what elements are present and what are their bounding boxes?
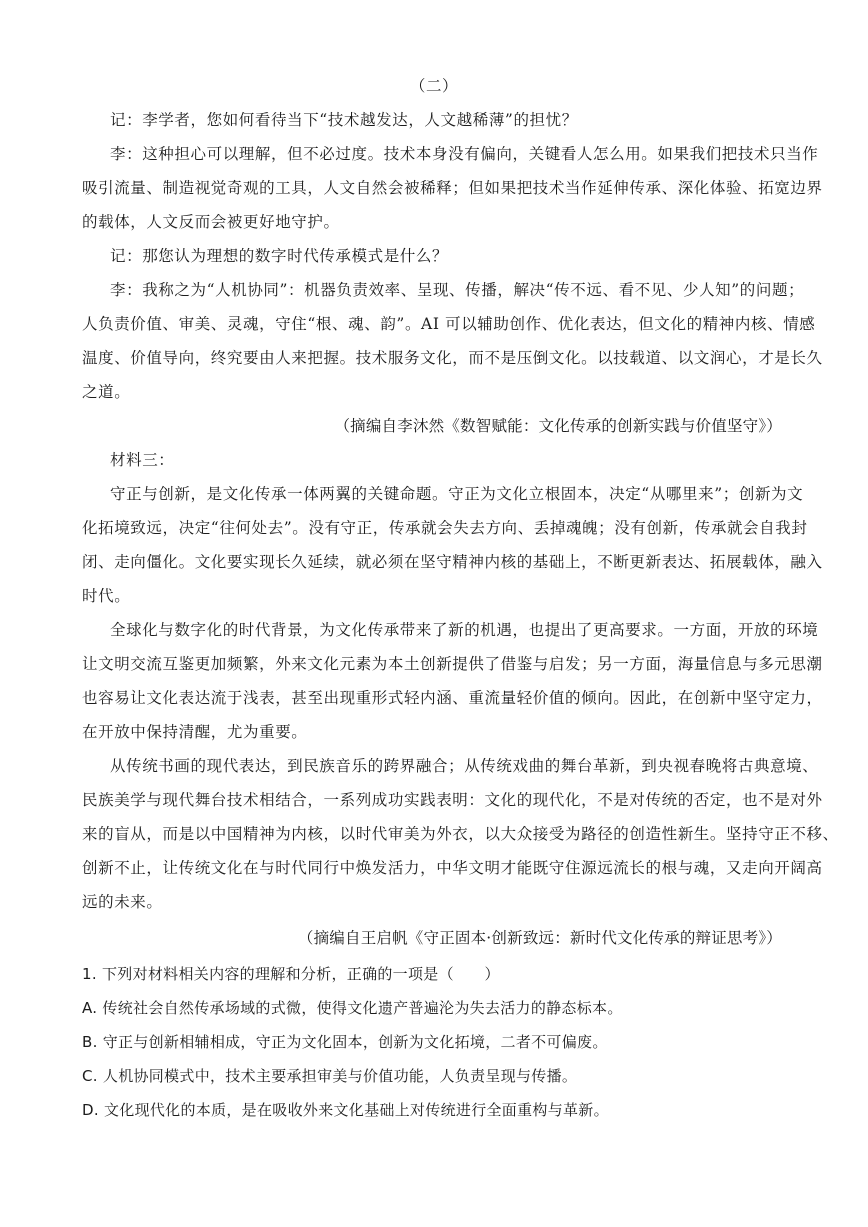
paragraph-line: 在开放中保持清醒，尤为重要。 bbox=[82, 723, 308, 741]
answer-option-d: D. 文化现代化的本质，是在吸收外来文化基础上对传统进行全面重构与革新。 bbox=[82, 1101, 609, 1119]
material-heading: 材料三： bbox=[110, 451, 175, 469]
interview-answer-2-line: 人负责价值、审美、灵魂，守住“根、魂、韵”。AI 可以辅助创作、优化表达，但文化的精神内核、情感 bbox=[82, 315, 816, 333]
paragraph-line: 远的未来。 bbox=[82, 893, 163, 911]
source-citation: （摘编自李沐然《数智赋能：文化传承的创新实践与价值坚守》） bbox=[334, 417, 782, 435]
interview-question-2: 记：那您认为理想的数字时代传承模式是什么？ bbox=[110, 247, 449, 265]
paragraph-line: 来的盲从，而是以中国精神为内核，以时代审美为外衣，以大众接受为路径的创造性新生。坚持守正不移、 bbox=[82, 825, 839, 843]
paragraph-line: 闭、走向僵化。文化要实现长久延续，就必须在坚守精神内核的基础上，不断更新表达、拓展载体，融入 bbox=[82, 553, 823, 571]
interview-answer-2-line: 温度、价值导向，终究要由人来把握。技术服务文化，而不是压倒文化。以技载道、以文润心，才是长久 bbox=[82, 349, 823, 367]
paragraph-line: 守正与创新，是文化传承一体两翼的关键命题。守正为文化立根固本，决定“从哪里来”；创新为文 bbox=[110, 485, 804, 503]
answer-option-c: C. 人机协同模式中，技术主要承担审美与价值功能，人负责呈现与传播。 bbox=[82, 1067, 578, 1085]
interview-answer-2-line: 李：我称之为“人机协同”：机器负责效率、呈现、传播，解决“传不远、看不见、少人知”的问题； bbox=[110, 281, 805, 299]
interview-answer-1-line: 的载体，人文反而会被更好地守护。 bbox=[82, 213, 340, 231]
interview-answer-1-line: 李：这种担心可以理解，但不必过度。技术本身没有偏向，关键看人怎么用。如果我们把技术只当作 bbox=[110, 145, 819, 163]
paragraph-line: 也容易让文化表达流于浅表，甚至出现重形式轻内涵、重流量轻价值的倾向。因此，在创新中坚守定力， bbox=[82, 689, 823, 707]
paragraph-line: 从传统书画的现代表达，到民族音乐的跨界融合；从传统戏曲的舞台革新，到央视春晚将古典意境、 bbox=[110, 757, 819, 775]
paragraph-line: 创新不止，让传统文化在与时代同行中焕发活力，中华文明才能既守住源远流长的根与魂，又走向开阔高 bbox=[82, 859, 823, 877]
answer-option-b: B. 守正与创新相辅相成，守正为文化固本，创新为文化拓境，二者不可偏废。 bbox=[82, 1033, 608, 1051]
question-stem: 1. 下列对材料相关内容的理解和分析，正确的一项是（ ） bbox=[82, 965, 500, 983]
paragraph-line: 化拓境致远，决定“往何处去”。没有守正，传承就会失去方向、丢掉魂魄；没有创新，传承就会自我封 bbox=[82, 519, 808, 537]
paragraph-line: 让文明交流互鉴更加频繁，外来文化元素为本土创新提供了借鉴与启发；另一方面，海量信息与多元思潮 bbox=[82, 655, 823, 673]
answer-option-a: A. 传统社会自然传承场域的式微，使得文化遗产普遍沦为失去活力的静态标本。 bbox=[82, 999, 623, 1017]
source-citation: （摘编自王启帆《守正固本·创新致远：新时代文化传承的辩证思考》） bbox=[297, 929, 782, 947]
paragraph-line: 民族美学与现代舞台技术相结合，一系列成功实践表明：文化的现代化，不是对传统的否定，也不是对外 bbox=[82, 791, 823, 809]
paragraph-line: 全球化与数字化的时代背景，为文化传承带来了新的机遇，也提出了更高要求。一方面，开放的环境 bbox=[110, 621, 819, 639]
interview-answer-2-line: 之道。 bbox=[82, 383, 131, 401]
section-title: （二） bbox=[409, 77, 459, 95]
interview-question-1: 记：李学者，您如何看待当下“技术越发达，人文越稀薄”的担忧？ bbox=[110, 111, 578, 129]
paragraph-line: 时代。 bbox=[82, 587, 131, 605]
interview-answer-1-line: 吸引流量、制造视觉奇观的工具，人文自然会被稀释；但如果把技术当作延伸传承、深化体验、拓宽边界 bbox=[82, 179, 823, 197]
